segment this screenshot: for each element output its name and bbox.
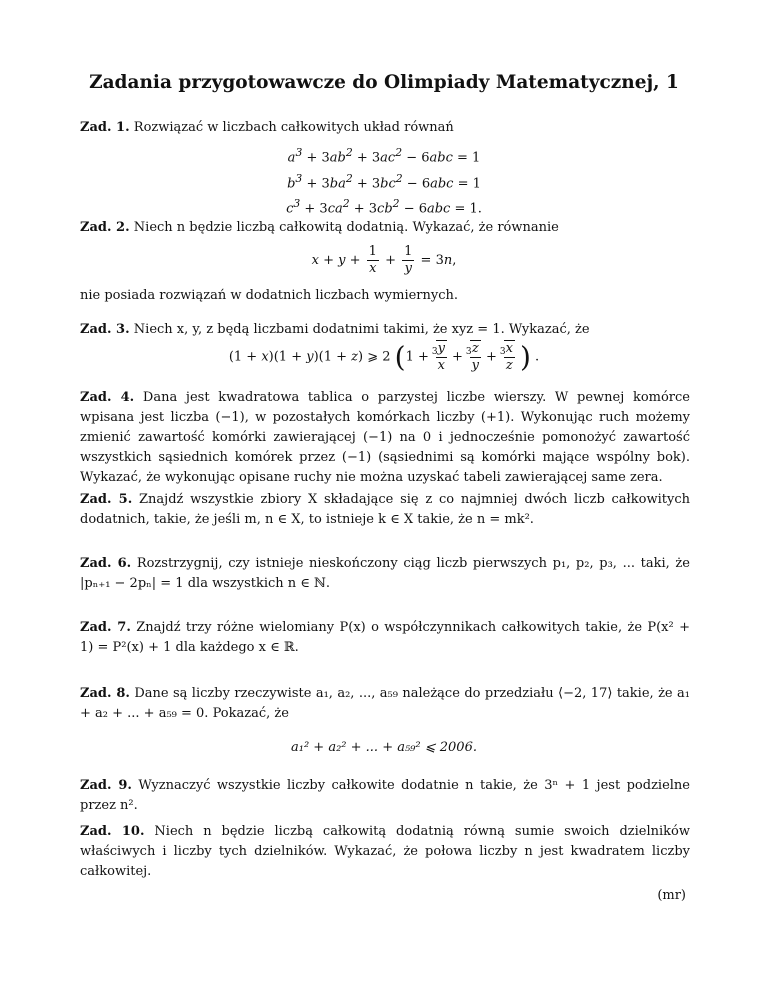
problem-text: Rozstrzygnij, czy istnieje nieskończony ciąg liczb pierwszych p₁, p₂, p₃, ... taki, że |pₙ₊₁ − 2pₙ| = 1 dla wszystkich n ∈ ℕ. xyxy=(80,556,690,591)
equation: a₁² + a₂² + ... + a₅₉² ⩽ 2006. xyxy=(291,740,477,755)
problem-label: Zad. 2. xyxy=(80,220,130,235)
problem-label: Zad. 5. xyxy=(80,492,133,507)
problem-1 xyxy=(80,118,690,138)
problem-label: Zad. 1. xyxy=(80,120,130,135)
author-initials: (mr) xyxy=(657,888,686,903)
equation: $a^3 + 3ab^2 + 3ac^2 - 6abc = 1$ xyxy=(287,146,481,166)
problem-label: Zad. 6. xyxy=(80,556,132,571)
page-title: Zadania przygotowawcze do Olimpiady Matematycznej, 1 xyxy=(89,72,679,93)
problem-4 xyxy=(80,388,690,488)
equation: (1 + x)(1 + y)(1 + z) ⩾ 2 (1 + $^3$ $\frac{y}{x}$ + $^3$ $\frac{z}{y}$ + $^3$ $\frac{x}{z}$ ) . xyxy=(228,340,540,374)
problem-5 xyxy=(80,490,690,530)
problem-8 xyxy=(80,684,690,724)
equation: $c^3 + 3ca^2 + 3cb^2 - 6abc = 1$. xyxy=(286,197,482,217)
problem-label: Zad. 8. xyxy=(80,686,130,701)
equation: x + y + $\frac{1}{x}$ + $\frac{1}{y}$ = 3n, xyxy=(311,244,457,276)
problem-2 xyxy=(80,218,690,238)
problem-text: Niech n będzie liczbą całkowitą dodatnią. Wykazać, że równanie xyxy=(133,220,559,235)
problem-label: Zad. 10. xyxy=(80,824,145,839)
problem-label: Zad. 3. xyxy=(80,322,130,337)
problem-6 xyxy=(80,554,690,594)
problem-label: Zad. 4. xyxy=(80,390,135,405)
problem-text: Rozwiązać w liczbach całkowitych układ równań xyxy=(133,120,454,135)
problem-text: Znajdź wszystkie zbiory X składające się z co najmniej dwóch liczb całkowitych dodatnich, takie, że jeśli m, n ∈ X, to istnieje k ∈ X takie, że n = mk². xyxy=(80,492,690,527)
equation: $b^3 + 3ba^2 + 3bc^2 - 6abc = 1$ xyxy=(287,172,481,192)
problem-text: nie posiada rozwiązań w dodatnich liczbach wymiernych. xyxy=(80,288,459,303)
problem-label: Zad. 7. xyxy=(80,620,131,635)
problem-text: Niech x, y, z będą liczbami dodatnimi takimi, że xyz = 1. Wykazać, że xyxy=(133,322,590,337)
problem-text: Wyznaczyć wszystkie liczby całkowite dodatnie n takie, że 3ⁿ + 1 jest podzielne przez n². xyxy=(80,778,690,813)
problem-text: Znajdź trzy różne wielomiany P(x) o współczynnikach całkowitych takie, że P(x² + 1) = P²(x) + 1 dla każdego x ∈ ℝ. xyxy=(80,620,690,655)
problem-9 xyxy=(80,776,690,816)
problem-3 xyxy=(80,320,690,340)
problem-7 xyxy=(80,618,690,658)
problem-text: Dana jest kwadratowa tablica o parzystej liczbe wierszy. W pewnej komórce wpisana jest liczba (−1), w pozostałych komórkach liczby (+1). Wykonując ruch możemy zmienić zawartość komórki zawierającej (−1) na 0 i jednocześnie pomonożyć zawartość wszystkich sąsiednich komórek przez (−1) (sąsiednimi są komórki mające wspólny bok). Wykazać, że wykonując opisane ruchy nie można uzyskać tabeli zawierającej same zera. xyxy=(80,390,690,485)
problem-text: Niech n będzie liczbą całkowitą dodatnią równą sumie swoich dzielników właściwych i liczby tych dzielników. Wykazać, że połowa liczby n jest kwadratem liczby całkowitej. xyxy=(80,824,690,879)
problem-text: Dane są liczby rzeczywiste a₁, a₂, ..., a₅₉ należące do przedziału ⟨−2, 17⟩ takie, że a₁ + a₂ + ... + a₅₉ = 0. Pokazać, że xyxy=(80,686,690,721)
problem-label: Zad. 9. xyxy=(80,778,132,793)
problem-10 xyxy=(80,822,690,882)
